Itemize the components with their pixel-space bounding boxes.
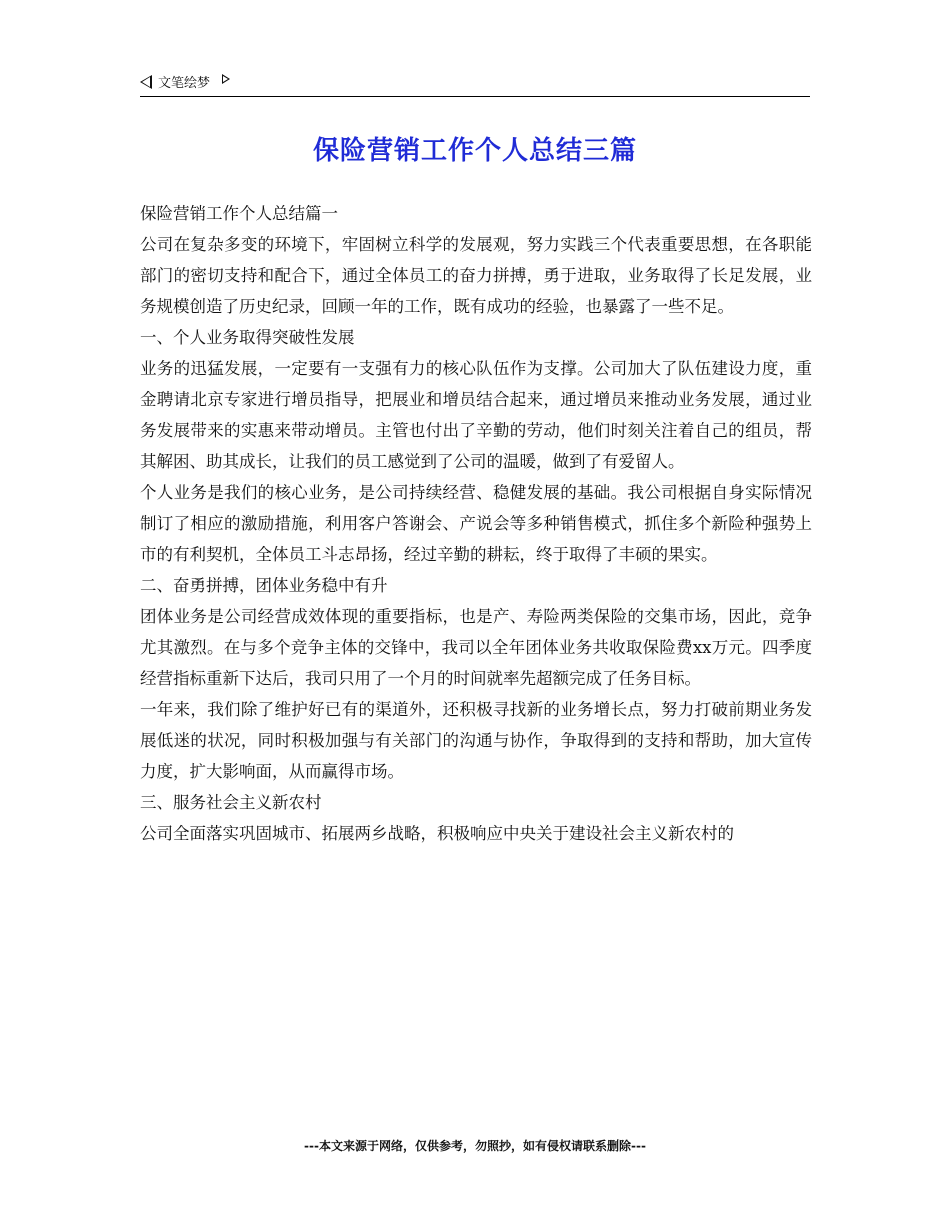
paragraph: 公司在复杂多变的环境下，牢固树立科学的发展观，努力实践三个代表重要思想，在各职能部门的密切支持和配合下，通过全体员工的奋力拼搏，勇于进取，业务取得了长足发展，业务规模创造了历史纪录，回顾一年的工作，既有成功的经验，也暴露了一些不足。 bbox=[140, 235, 812, 316]
paragraph-subheading: 二、奋勇拼搏，团体业务稳中有升 bbox=[140, 576, 388, 595]
paragraph: 公司全面落实巩固城市、拓展两乡战略，积极响应中央关于建设社会主义新农村的 bbox=[140, 824, 734, 843]
page-footer: ---本文来源于网络，仅供参考，勿照抄，如有侵权请联系删除--- bbox=[304, 1139, 646, 1153]
paragraph-section-heading: 保险营销工作个人总结篇一 bbox=[140, 204, 338, 223]
paragraph-subheading: 一、个人业务取得突破性发展 bbox=[140, 328, 355, 347]
paragraph: 个人业务是我们的核心业务，是公司持续经营、稳健发展的基础。我公司根据自身实际情况制订了相应的激励措施，利用客户答谢会、产说会等多种销售模式，抓住多个新险种强势上市的有利契机，全体员工斗志昂扬，经过辛勤的耕耘，终于取得了丰硕的果实。 bbox=[140, 483, 812, 564]
paragraph: 一年来，我们除了维护好已有的渠道外，还积极寻找新的业务增长点，努力打破前期业务发展低迷的状况，同时积极加强与有关部门的沟通与协作，争取得到的支持和帮助，加大宣传力度，扩大影响面，从而赢得市场。 bbox=[140, 700, 812, 781]
page-header bbox=[140, 72, 810, 97]
paragraph-subheading: 三、服务社会主义新农村 bbox=[140, 793, 322, 812]
document-title: 保险营销工作个人总结三篇 bbox=[312, 136, 637, 166]
paragraph: 团体业务是公司经营成效体现的重要指标，也是产、寿险两类保险的交集市场，因此，竞争尤其激烈。在与多个竞争主体的交锋中，我司以全年团体业务共收取保险费xx万元。四季度经营指标重新下达后，我司只用了一个月的时间就率先超额完成了任务目标。 bbox=[140, 607, 812, 688]
triangle-left-icon bbox=[140, 75, 152, 89]
brand bbox=[140, 72, 230, 91]
document-body bbox=[140, 198, 812, 849]
triangle-right-icon bbox=[222, 74, 230, 84]
paragraph: 业务的迅猛发展，一定要有一支强有力的核心队伍作为支撑。公司加大了队伍建设力度，重金聘请北京专家进行增员指导，把展业和增员结合起来，通过增员来推动业务发展，通过业务发展带来的实惠来带动增员。主管也付出了辛勤的劳动，他们时刻关注着自己的组员，帮其解困、助其成长，让我们的员工感觉到了公司的温暖，做到了有爱留人。 bbox=[140, 359, 812, 471]
brand-text: 文笔绘梦 bbox=[158, 76, 211, 91]
